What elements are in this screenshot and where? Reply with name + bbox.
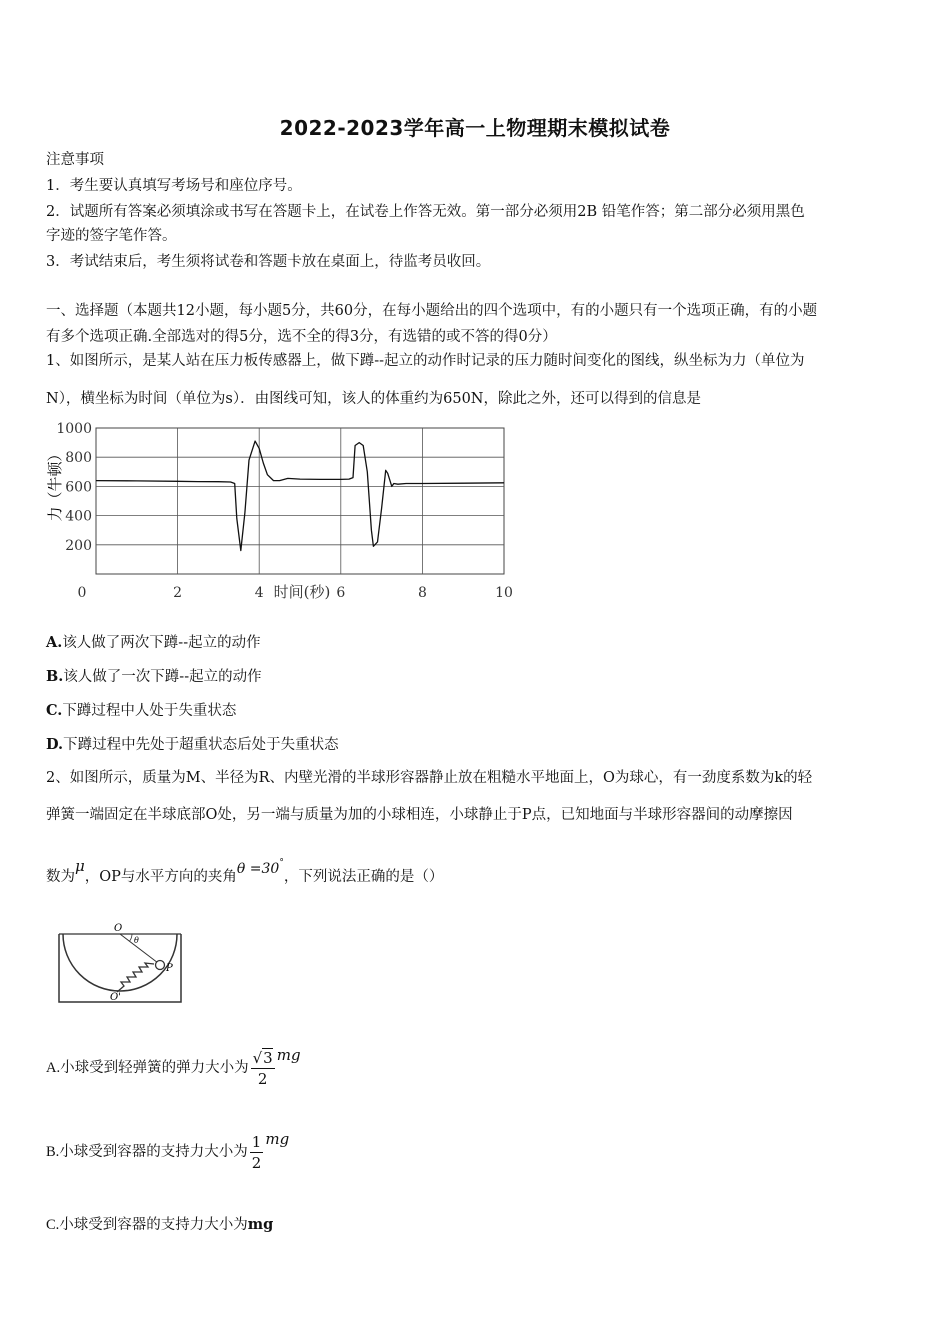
notice-heading: 注意事项 — [46, 152, 104, 168]
y-tick-label: 800 — [65, 450, 92, 467]
theta-expression: θ =30 — [236, 861, 280, 877]
label-theta: θ — [134, 936, 139, 945]
q2-stem-1: 2、如图所示，质量为M、半径为R、内壁光滑的半球形容器静止放在粗糙水平地面上，O为球心，有一劲度系数为k的轻 — [46, 770, 813, 786]
option-text: 下蹲过程中先处于超重状态后处于失重状态 — [63, 737, 339, 753]
plot-frame — [96, 428, 504, 574]
option-label: A. — [46, 634, 63, 651]
chart-grid — [96, 428, 504, 574]
hemisphere-spring-figure — [54, 920, 186, 1006]
q1-option-b[interactable] — [46, 665, 262, 686]
section-instructions-2: 有多个选项正确.全部选对的得5分，选不全的得3分，有选错的或不答的得0分） — [46, 329, 557, 345]
unit-mg: mg — [247, 1216, 274, 1233]
option-text: 小球受到容器的支持力大小为 — [59, 1217, 248, 1233]
q1-stem-1: 1、如图所示，是某人站在压力板传感器上，做下蹲--起立的动作时记录的压力随时间变化的图线，纵坐标为力（单位为 — [46, 353, 805, 369]
q2-option-b[interactable] — [46, 1130, 289, 1173]
y-tick-label: 400 — [65, 508, 92, 525]
label-o-top: O — [114, 923, 123, 934]
y-axis-label: 力（牛顿） — [46, 446, 64, 522]
x-tick-label: 2 — [173, 585, 183, 601]
denominator: 2 — [251, 1153, 262, 1172]
option-text: 下蹲过程中人处于失重状态 — [62, 703, 237, 719]
q1-option-c[interactable] — [46, 699, 236, 720]
option-text: 该人做了一次下蹲--起立的动作 — [63, 669, 262, 685]
numerator: 1 — [251, 1132, 262, 1151]
q2-stem-2: 弹簧一端固定在半球底部O处，另一端与质量为加的小球相连，小球静止于P点，已知地面与半球形容器间的动摩擦因 — [46, 807, 793, 823]
x-tick-label: 6 — [336, 585, 346, 601]
option-label: B. — [46, 668, 64, 685]
q2-stem-3c: ，下列说法正确的是（） — [283, 869, 444, 885]
y-tick-label: 600 — [65, 479, 92, 496]
x-axis-label: 时间(秒) — [273, 583, 331, 601]
fraction-sqrt3-over-2: $\frac{√3}{2}$ — [252, 1048, 273, 1088]
fraction-1-over-2 — [250, 1132, 264, 1173]
notice-line-1: 1．考生要认真填写考场号和座位序号。 — [46, 178, 302, 194]
q2-option-c[interactable] — [46, 1213, 273, 1234]
q2-stem-3a: 数为 — [46, 869, 75, 885]
option-label: B. — [46, 1144, 60, 1160]
option-label: A. — [46, 1060, 61, 1076]
label-p: P — [166, 963, 173, 974]
x-tick-label: 0 — [77, 585, 87, 601]
x-tick-labels — [78, 583, 513, 601]
option-text: 小球受到容器的支持力大小为 — [59, 1144, 248, 1160]
x-tick-label: 10 — [495, 585, 513, 601]
label-o-bottom: O' — [110, 992, 121, 1003]
degree-symbol: ° — [279, 858, 284, 868]
q2-option-a[interactable] — [46, 1046, 301, 1089]
q1-stem-2: N），横坐标为时间（单位为s）．由图线可知，该人的体重约为650N，除此之外，还可以得到的信息是 — [46, 391, 701, 407]
mu-symbol: μ — [75, 857, 85, 875]
notice-line-2: 2．试题所有答案必须填涂或书写在答题卡上，在试卷上作答无效。第一部分必须用2B 铅笔作答；第二部分必须用黑色 — [46, 204, 805, 220]
option-text: 该人做了两次下蹲--起立的动作 — [62, 635, 261, 651]
option-label: D. — [46, 736, 64, 753]
denominator: 2 — [257, 1069, 268, 1088]
force-time-chart — [40, 414, 520, 606]
unit-mg: mg — [276, 1046, 301, 1064]
notice-line-4: 3．考试结束后，考生须将试卷和答题卡放在桌面上，待监考员收回。 — [46, 254, 491, 270]
notice-line-3: 字迹的签字笔作答。 — [46, 228, 177, 244]
y-tick-label: 200 — [65, 537, 92, 554]
option-text: 小球受到轻弹簧的弹力大小为 — [60, 1060, 249, 1076]
q1-option-a[interactable] — [46, 631, 261, 652]
x-tick-label: 4 — [254, 585, 264, 601]
radius-line-op — [120, 934, 162, 966]
numerator: 3 — [263, 1048, 273, 1067]
section-instructions-1: 一、选择题（本题共12小题，每小题5分，共60分，在每小题给出的四个选项中，有的小题只有一个选项正确，有的小题 — [46, 303, 818, 319]
unit-mg: mg — [265, 1130, 290, 1148]
q1-option-d[interactable] — [46, 733, 339, 754]
theta-arc — [130, 934, 133, 941]
q2-stem-3 — [46, 857, 908, 889]
ball-p — [156, 961, 165, 970]
x-tick-label: 8 — [417, 585, 427, 601]
page-title: 2022-2023学年高一上物理期末模拟试卷 — [279, 116, 671, 140]
option-label: C. — [46, 1217, 60, 1233]
y-tick-label: 1000 — [56, 421, 92, 437]
q2-stem-3b: ，OP与水平方向的夹角 — [84, 869, 237, 885]
spring-coil — [117, 963, 154, 992]
option-label: C. — [46, 702, 63, 719]
